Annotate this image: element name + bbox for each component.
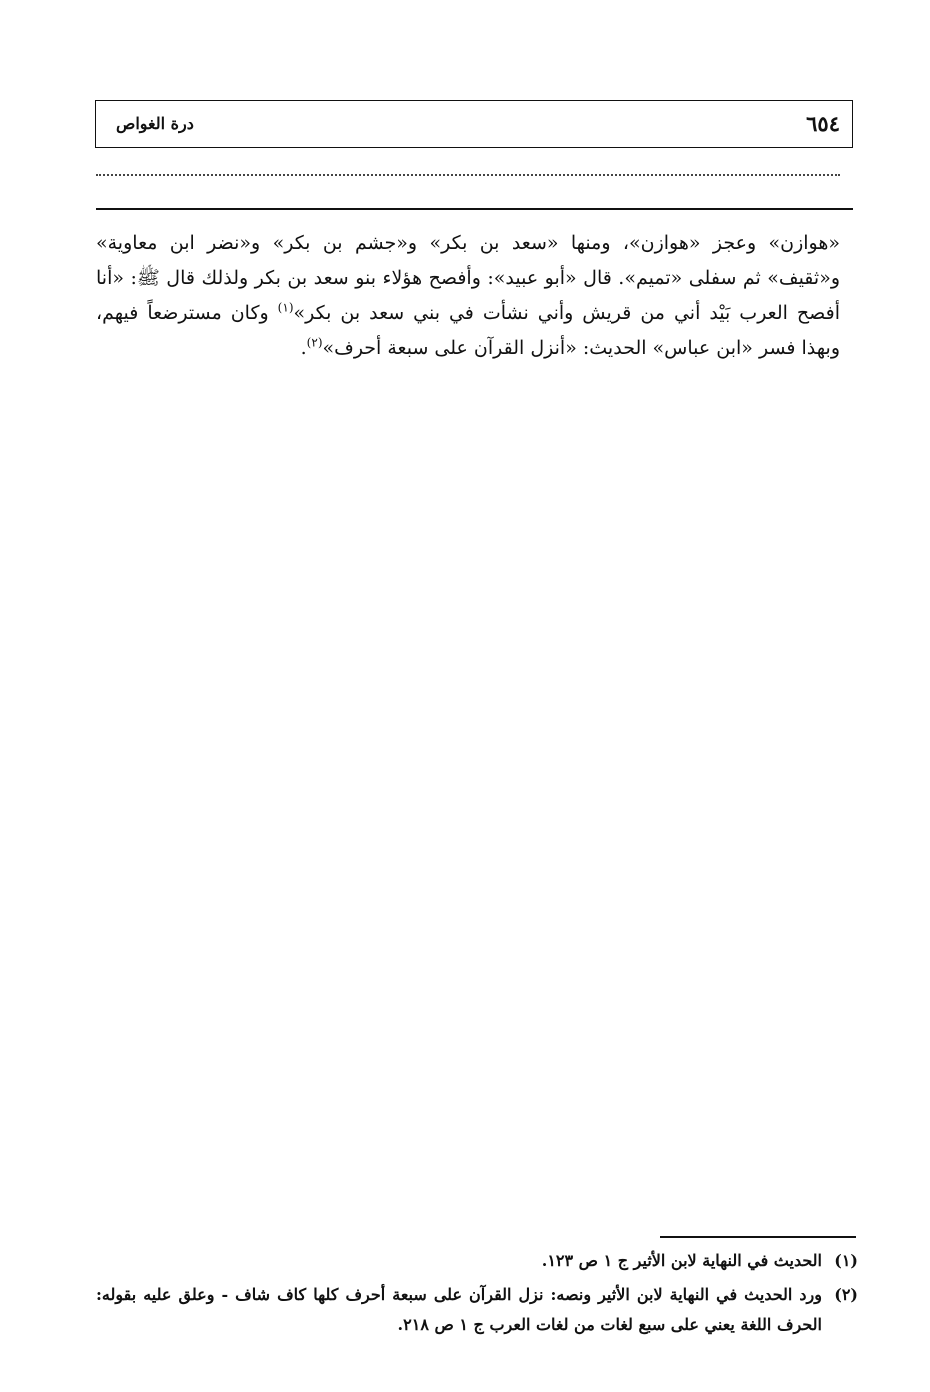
footnotes bbox=[96, 1246, 858, 1344]
paragraph-end: . bbox=[300, 337, 307, 359]
top-divider bbox=[96, 208, 853, 210]
footnote-marker: (٢) bbox=[834, 1285, 858, 1304]
footnote-marker: (١) bbox=[834, 1251, 858, 1270]
footnote-item bbox=[96, 1246, 858, 1276]
footnote-reference-1[interactable]: (١) bbox=[277, 300, 294, 315]
body-paragraph bbox=[96, 226, 840, 366]
footnote-text: الحديث في النهاية لابن الأثير ج ١ ص ١٢٣. bbox=[541, 1251, 822, 1270]
dotted-divider bbox=[96, 174, 840, 176]
running-title: درة الغواص bbox=[116, 114, 194, 133]
running-header bbox=[95, 100, 853, 148]
paragraph-text: «هوازن» وعجز «هوازن»، ومنها «سعد بن بكر» و«جشم بن بكر» و«نضر ابن معاوية» و«ثقيف» ثم سفلى «تميم». قال «أبو عبيد»: وأفصح هؤلاء بنو سعد بن بكر ولذلك قال ﷺ: «أنا أفصح العرب بَيْد أني من قريش وأني نشأت في بني سعد بن بكر» bbox=[96, 232, 840, 324]
footnote-text: ورد الحديث في النهاية لابن الأثير ونصه: نزل القرآن على سبعة أحرف كلها كاف شاف - وعلق عليه بقوله: الحرف اللغة يعني على سبع لغات من لغات العرب ج ١ ص ٢١٨. bbox=[96, 1285, 822, 1334]
footnote-reference-2[interactable]: (٢) bbox=[306, 335, 323, 350]
page-number: ٦٥٤ bbox=[806, 111, 840, 136]
footnote-item bbox=[96, 1280, 858, 1340]
footnote-divider bbox=[660, 1236, 856, 1238]
body-text bbox=[96, 226, 840, 366]
paragraph-continuation: وكان مسترضعاً فيهم، وبهذا فسر «ابن عباس» الحديث: «أنزل القرآن على سبعة أحرف» bbox=[96, 302, 840, 359]
